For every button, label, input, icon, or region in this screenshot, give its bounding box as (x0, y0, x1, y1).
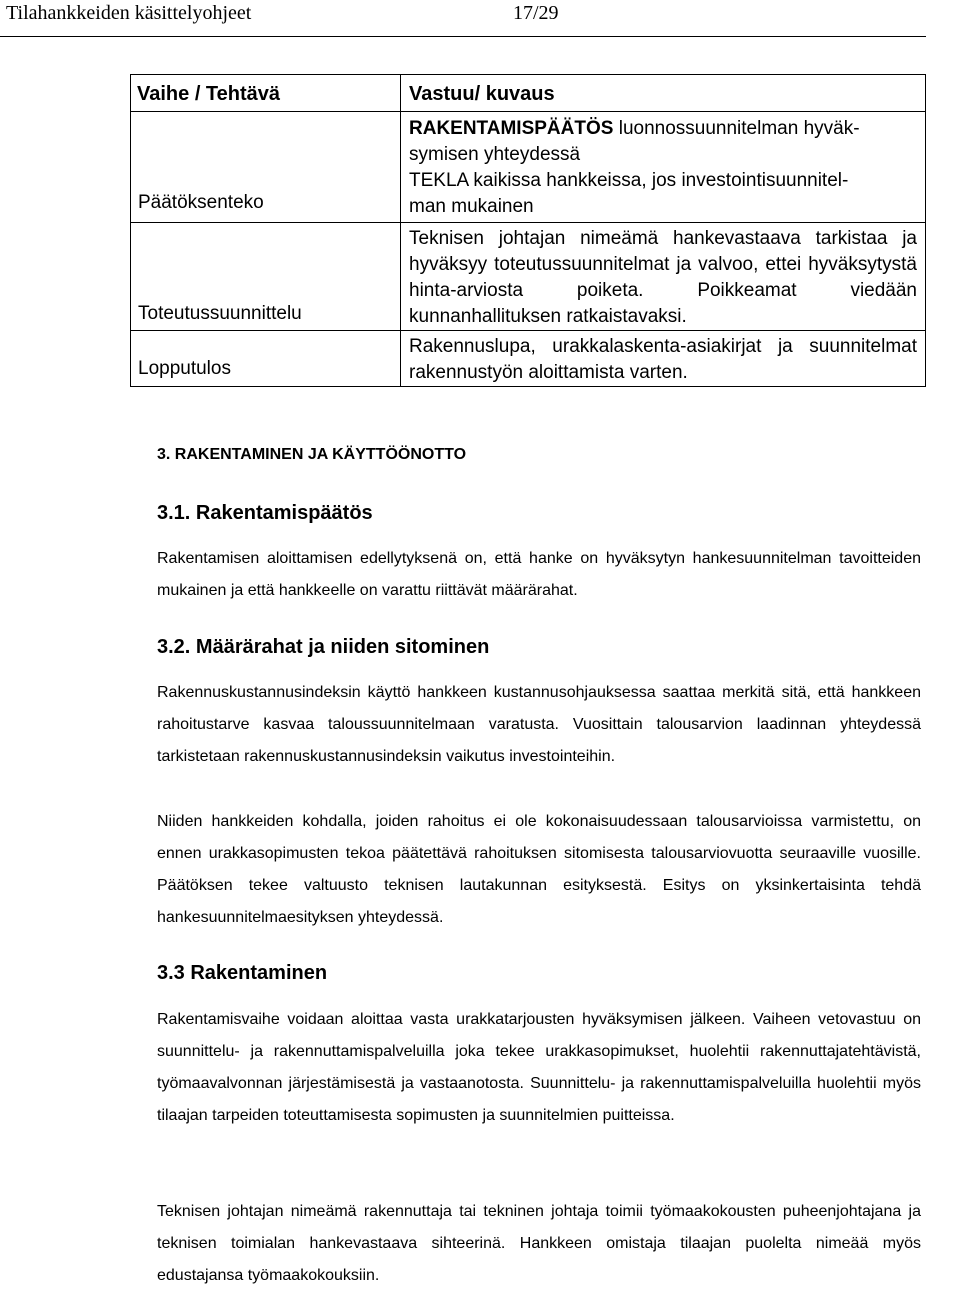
table-row (131, 331, 926, 387)
table-row (131, 112, 926, 223)
phase-label: Toteutussuunnittelu (138, 303, 302, 324)
decision-text: RAKENTAMISPÄÄTÖS luonnossuunnitelman hyväk- symisen yhteydessä TEKLA kaikissa hankkeissa, jos investointisuunnitel- man mukainen (409, 118, 860, 217)
decision-lead: RAKENTAMISPÄÄTÖS (409, 118, 614, 139)
column-header-responsibility: Vastuu/ kuvaus (401, 75, 926, 112)
phase-label: Lopputulos (138, 358, 231, 379)
implementation-text: Teknisen johtajan nimeämä hankevastaava tarkistaa ja hyväksyy toteutussuunnitelmat ja valvoo, ettei hyväksytystä hinta-arviosta poiketa. Poikkeamat viedään kunnanhallituksen ratkaistavaksi. (409, 228, 917, 327)
subsection-heading: 3.3 Rakentaminen (157, 962, 328, 984)
phase-table (130, 74, 926, 387)
phase-cell (131, 112, 401, 223)
phase-cell (131, 223, 401, 331)
description-cell (401, 331, 926, 387)
phase-cell (131, 331, 401, 387)
paragraph: Niiden hankkeiden kohdalla, joiden rahoitus ei ole kokonaisuudessaan talousarvioissa varmistettu, on ennen urakkasopimusten tekoa päätettävä rahoituksen sitomisesta talousarviovuotta seuraaville vuosille. Päätöksen tekee valtuusto teknisen lautakunnan esityksestä. Esitys on yksinkertaisinta tehdä hankesuunnitelmaesityksen yhteydessä. (157, 813, 921, 926)
section-heading: 3. RAKENTAMINEN JA KÄYTTÖÖNOTTO (157, 446, 467, 463)
result-text: Rakennuslupa, urakkalaskenta-asiakirjat ja suunnitelmat rakennustyön aloittamista varten. (409, 336, 917, 383)
table-row (131, 223, 926, 331)
paragraph: Teknisen johtajan nimeämä rakennuttaja tai tekninen johtaja toimii työmaakokousten puheenjohtajana ja teknisen toimialan hankevastaava sihteerinä. Hankkeen omistaja tilaajan puolelta nimeää myös edustajansa työmaakokouksiin. (157, 1203, 921, 1284)
table-header-row (131, 75, 926, 112)
subsection-heading: 3.1. Rakentamispäätös (157, 502, 373, 524)
page-header (0, 0, 926, 37)
column-header-phase: Vaihe / Tehtävä (131, 75, 401, 112)
phase-label: Päätöksenteko (138, 192, 264, 213)
page-number: 17/29 (513, 2, 559, 24)
paragraph: Rakentamisvaihe voidaan aloittaa vasta urakkatarjousten hyväksymisen jälkeen. Vaiheen vetovastuu on suunnittelu- ja rakennuttamispalveluilla joka tekee urakkasopimukset, huolehtii rakennuttajatehtävistä, työmaavalvonnan järjestämisestä ja vastaanotosta. Suunnittelu- ja rakennuttamispalveluilla huolehtii myös tilaajan tarpeiden toteuttamisesta sopimusten ja suunnitelmien puitteissa. (157, 1011, 921, 1124)
description-cell (401, 112, 926, 223)
description-cell (401, 223, 926, 331)
document-title: Tilahankkeiden käsittelyohjeet (6, 2, 252, 24)
paragraph: Rakennuskustannusindeksin käyttö hankkeen kustannusohjauksessa saattaa merkitä sitä, että hankkeen rahoitustarve kasvaa taloussuunnitelmaan varatusta. Vuosittain talousarvion laadinnan yhteydessä tarkistetaan rakennuskustannusindeksin vaikutus investointeihin. (157, 684, 921, 765)
paragraph: Rakentamisen aloittamisen edellytyksenä on, että hanke on hyväksytyn hankesuunnitelman tavoitteiden mukainen ja että hankkeelle on varattu riittävät määrärahat. (157, 550, 921, 599)
subsection-heading: 3.2. Määrärahat ja niiden sitominen (157, 636, 490, 658)
